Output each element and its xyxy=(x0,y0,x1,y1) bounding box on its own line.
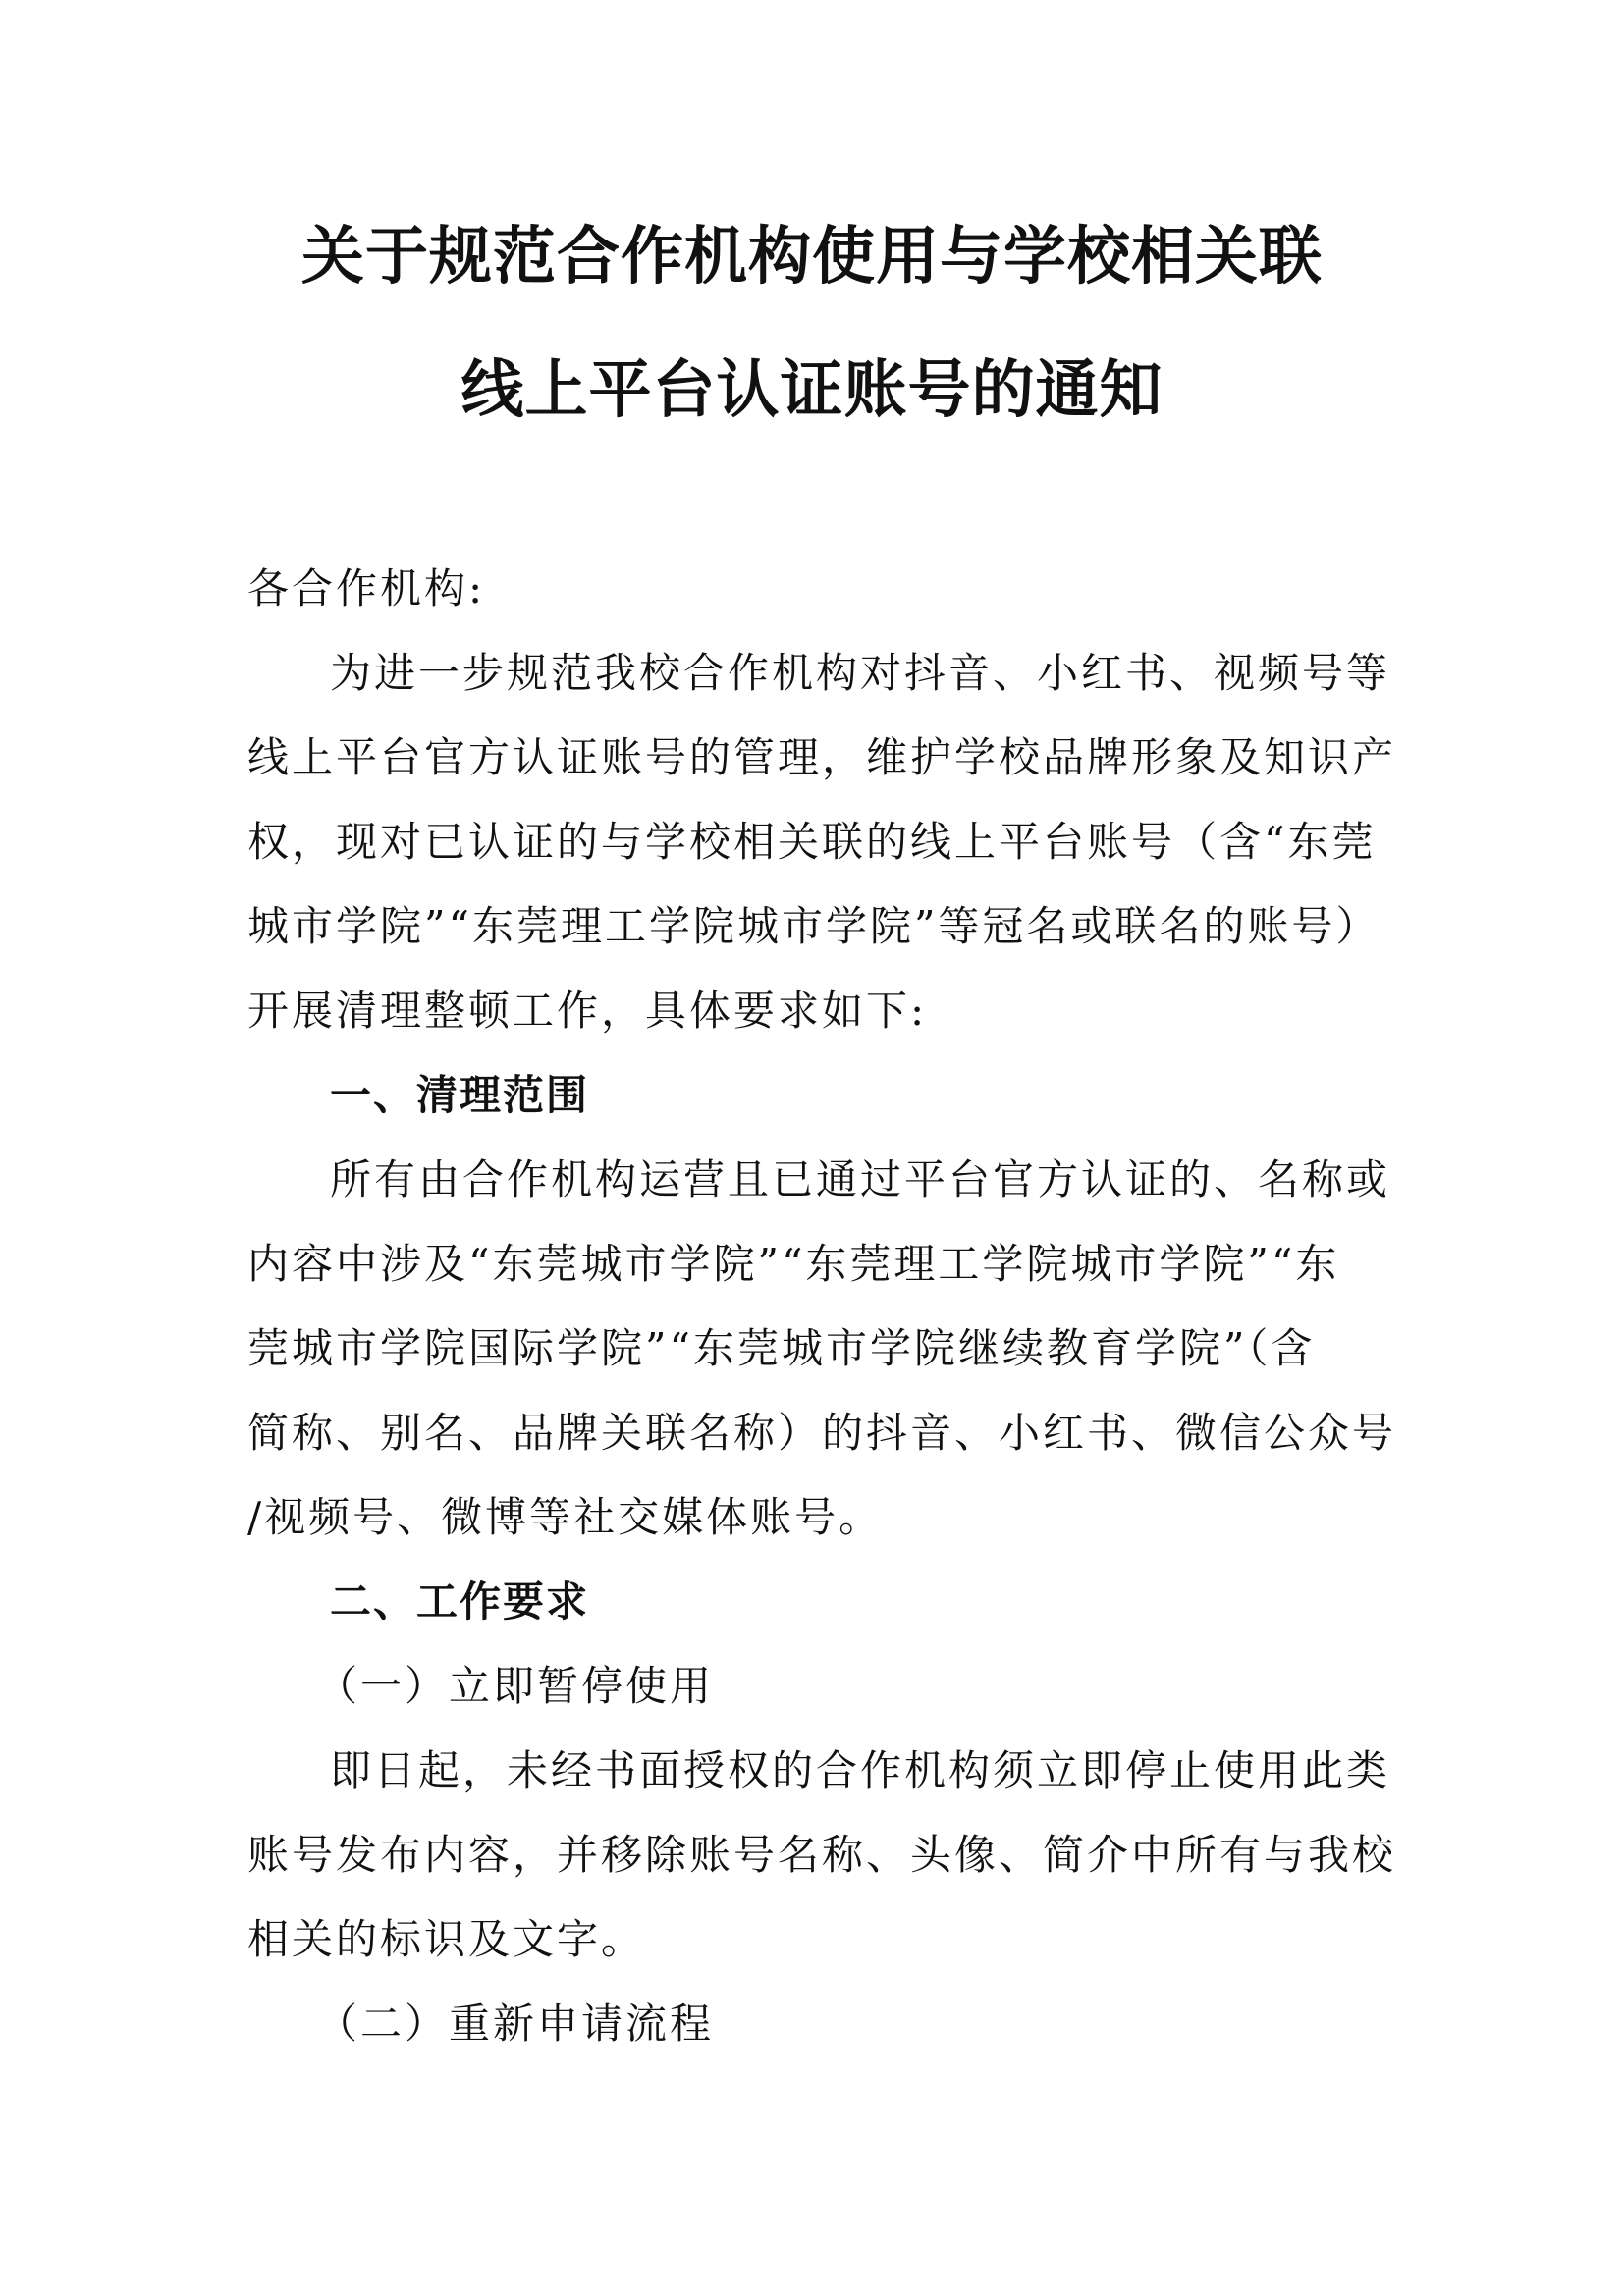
section-1-line: 简称、别名、品牌关联名称）的抖音、小红书、微信公众号 xyxy=(247,1409,1397,1457)
document-title-line-2: 线上平台认证账号的通知 xyxy=(460,353,1164,427)
document-title-line-1: 关于规范合作机构使用与学校相关联 xyxy=(301,220,1323,294)
section-2-sub-1-heading: （一）立即暂停使用 xyxy=(316,1662,715,1710)
intro-line: 为进一步规范我校合作机构对抖音、小红书、视频号等 xyxy=(330,649,1391,697)
section-2-heading: 二、工作要求 xyxy=(330,1577,590,1626)
section-2-sub-1-line: 相关的标识及文字。 xyxy=(247,1915,646,1963)
section-1-heading: 一、清理范围 xyxy=(330,1071,590,1119)
section-1-line: 莞城市学院国际学院”“东莞城市学院继续教育学院”（含 xyxy=(247,1324,1316,1372)
section-2-sub-1-line: 账号发布内容，并移除账号名称、头像、简介中所有与我校 xyxy=(247,1831,1397,1879)
salutation: 各合作机构: xyxy=(247,564,486,613)
section-2-sub-2-heading: （二）重新申请流程 xyxy=(316,2000,715,2048)
section-1-line: 所有由合作机构运营且已通过平台官方认证的、名称或 xyxy=(330,1155,1391,1203)
intro-line: 开展清理整顿工作，具体要求如下: xyxy=(247,987,928,1035)
intro-line: 权，现对已认证的与学校相关联的线上平台账号（含“东莞 xyxy=(247,818,1377,866)
document-body xyxy=(247,0,1397,2296)
section-1-line: /视频号、微博等社交媒体账号。 xyxy=(247,1493,884,1541)
section-2-sub-1-line: 即日起，未经书面授权的合作机构须立即停止使用此类 xyxy=(330,1746,1391,1794)
section-1-line: 内容中涉及“东莞城市学院”“东莞理工学院城市学院”“东 xyxy=(247,1240,1340,1288)
intro-line: 城市学院”“东莞理工学院城市学院”等冠名或联名的账号） xyxy=(247,902,1380,950)
intro-line: 线上平台官方认证账号的管理，维护学校品牌形象及知识产 xyxy=(247,733,1397,781)
